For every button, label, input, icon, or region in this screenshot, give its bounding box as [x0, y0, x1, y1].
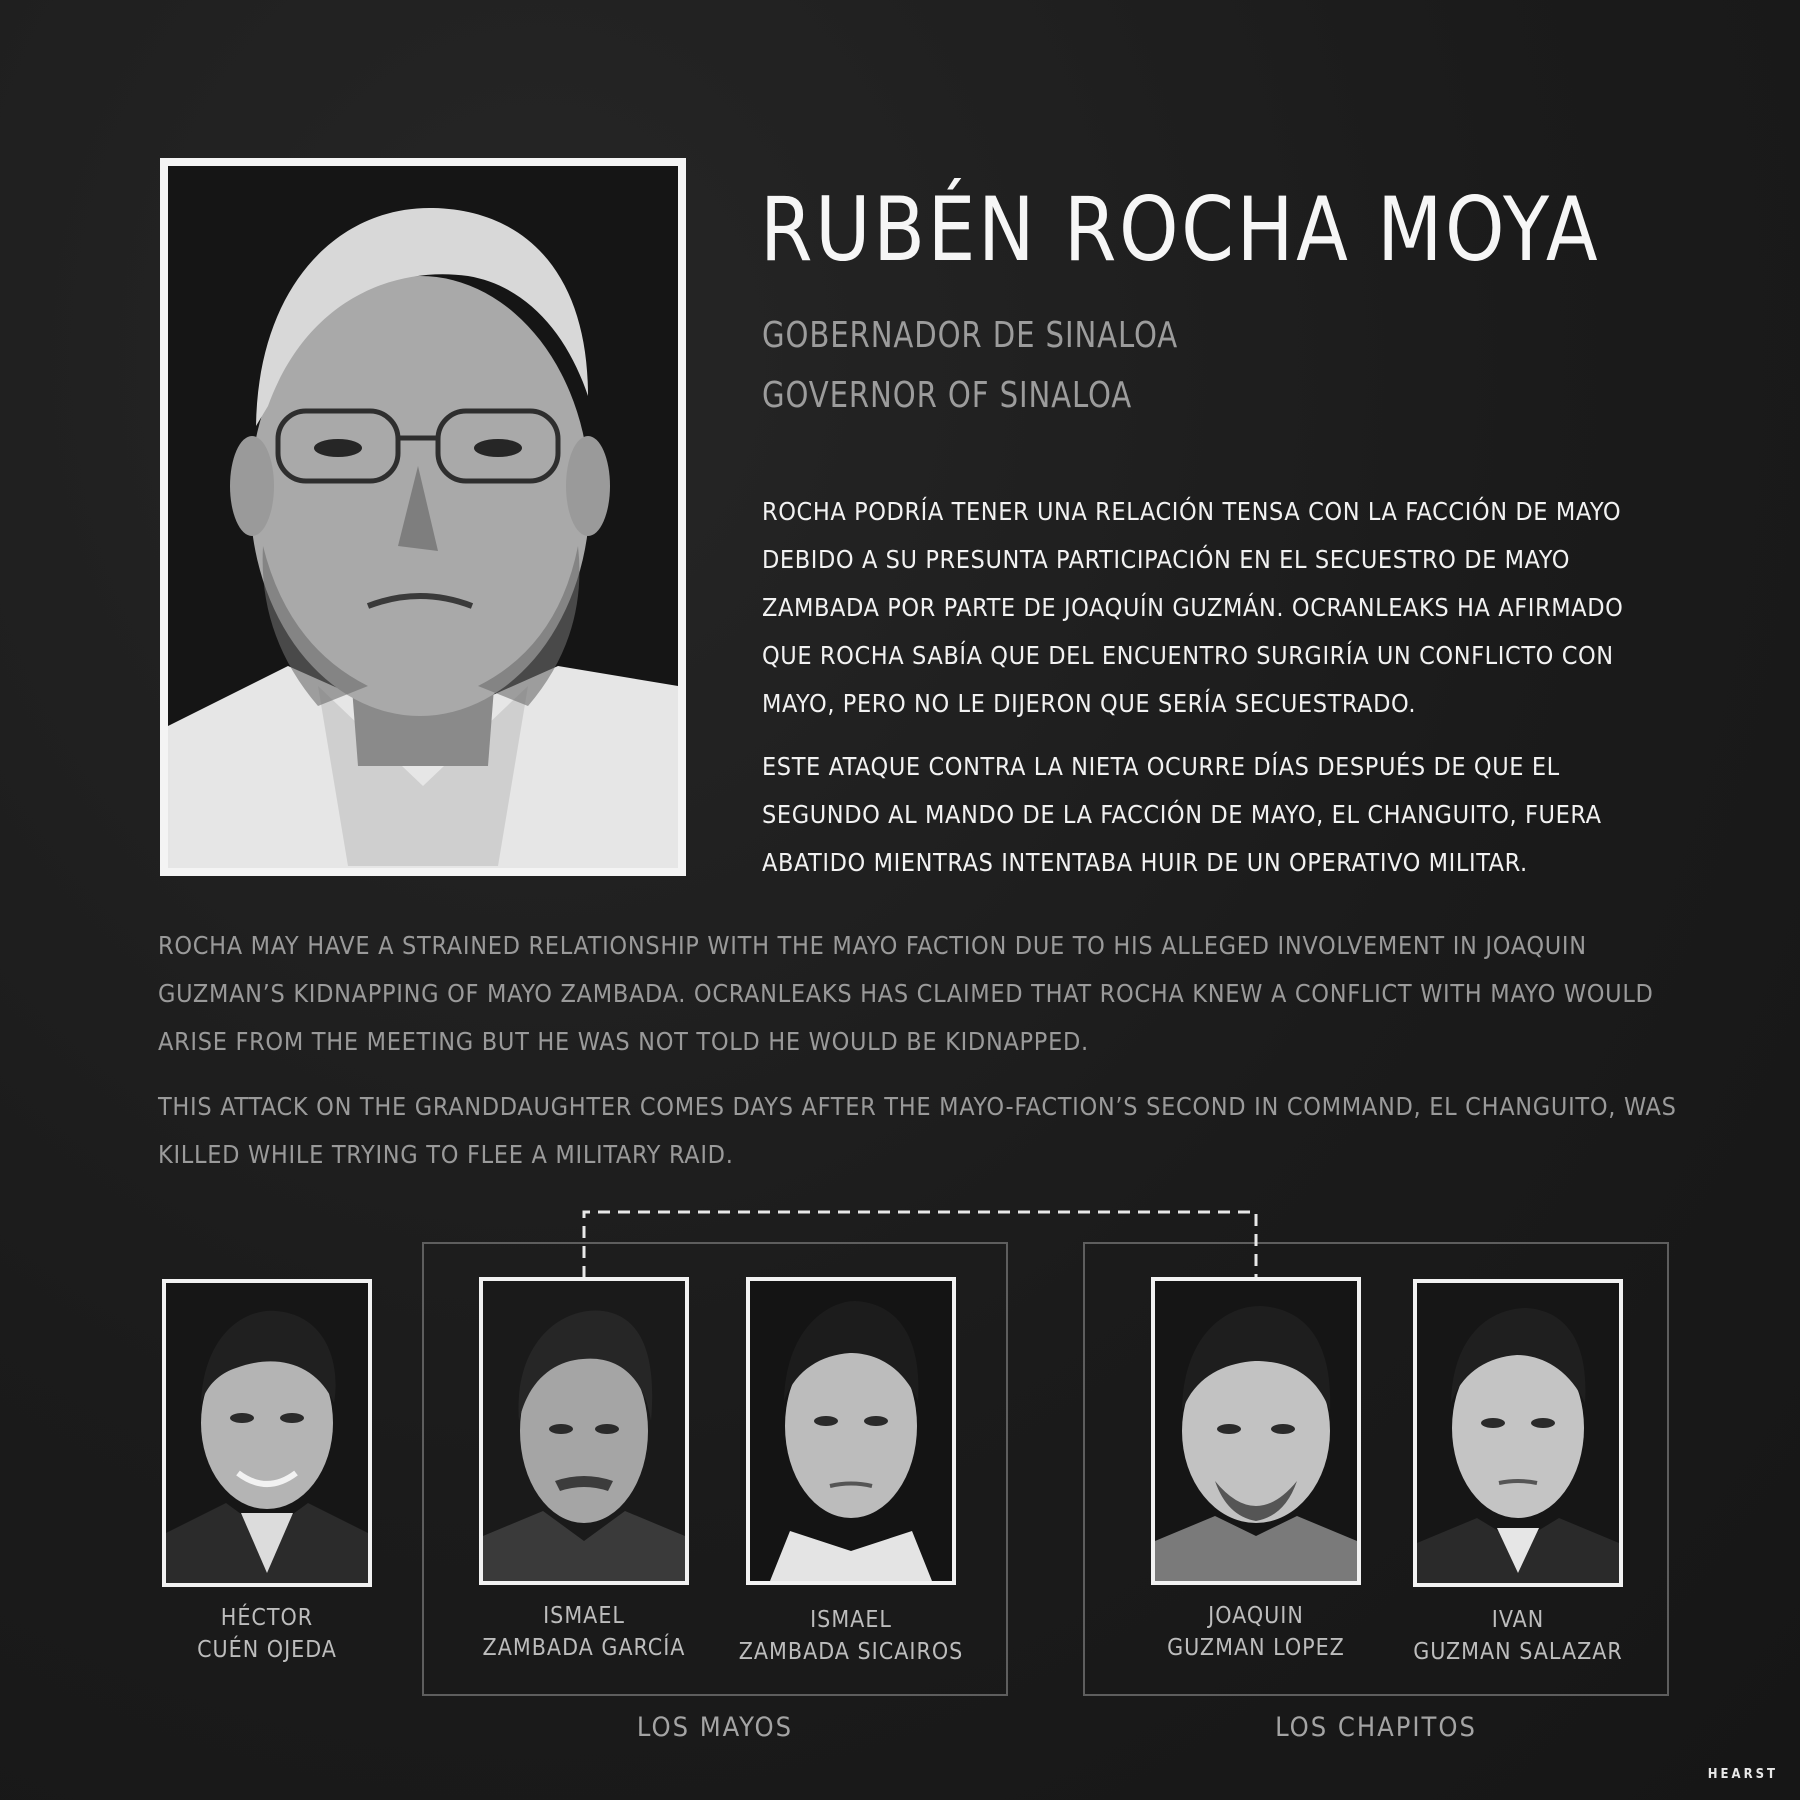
first-name: ISMAEL — [810, 1607, 892, 1633]
portrait-illustration — [1417, 1283, 1619, 1583]
person-name-hector-cuen-ojeda — [137, 1602, 397, 1666]
last-name: GUZMAN LOPEZ — [1167, 1635, 1345, 1661]
last-name: GUZMAN SALAZAR — [1413, 1639, 1623, 1665]
first-name: JOAQUIN — [1208, 1603, 1304, 1629]
portrait-ruben-rocha-moya — [160, 158, 686, 876]
person-name-ivan-guzman-salazar — [1388, 1604, 1648, 1668]
person-name-ismael-zambada-sicairos — [721, 1604, 981, 1668]
faction-label-los-chapitos: LOS CHAPITOS — [1275, 1712, 1477, 1743]
role-english: GOVERNOR OF SINALOA — [762, 375, 1133, 416]
photo-ismael-zambada-garcia — [479, 1277, 689, 1585]
person-name-joaquin-guzman-lopez — [1126, 1600, 1386, 1664]
english-paragraph-2: THIS ATTACK ON THE GRANDDAUGHTER COMES DAYS AFTER THE MAYO-FACTION’S SECOND IN COMMAND, EL CHANGUITO, WAS KILLED WHILE TRYING TO FLEE A MILITARY RAID. — [158, 1092, 1677, 1169]
portrait-illustration — [166, 1283, 368, 1583]
page-title: RUBÉN ROCHA MOYA — [760, 178, 1601, 281]
photo-ismael-zambada-sicairos — [746, 1277, 956, 1585]
portrait-illustration — [750, 1281, 952, 1581]
photo-joaquin-guzman-lopez — [1151, 1277, 1361, 1585]
english-description — [158, 922, 1678, 1196]
last-name: ZAMBADA SICAIROS — [738, 1639, 964, 1665]
photo-ivan-guzman-salazar — [1413, 1279, 1623, 1587]
spanish-paragraph-1: ROCHA PODRÍA TENER UNA RELACIÓN TENSA CON LA FACCIÓN DE MAYO DEBIDO A SU PRESUNTA PARTICIPACIÓN EN EL SECUESTRO DE MAYO ZAMBADA POR PARTE DE JOAQUÍN GUZMÁN. OCRANLEAKS HA AFIRMADO QUE ROCHA SABÍA QUE DEL ENCUENTRO SURGIRÍA UN CONFLICTO CON MAYO, PERO NO LE DIJERON QUE SERÍA SECUESTRADO. — [762, 497, 1624, 718]
first-name: IVAN — [1491, 1607, 1545, 1633]
photo-hector-cuen-ojeda — [162, 1279, 372, 1587]
portrait-illustration — [483, 1281, 685, 1581]
first-name: HÉCTOR — [220, 1605, 314, 1631]
brand-logo: HEARST — [1707, 1767, 1778, 1782]
portrait-illustration — [1155, 1281, 1357, 1581]
person-name-ismael-zambada-garcia — [454, 1600, 714, 1664]
last-name: ZAMBADA GARCÍA — [482, 1635, 686, 1661]
first-name: ISMAEL — [543, 1603, 625, 1629]
spanish-paragraph-2: ESTE ATAQUE CONTRA LA NIETA OCURRE DÍAS DESPUÉS DE QUE EL SEGUNDO AL MANDO DE LA FACCIÓN DE MAYO, EL CHANGUITO, FUERA ABATIDO MIENTRAS INTENTABA HUIR DE UN OPERATIVO MILITAR. — [762, 752, 1602, 877]
portrait-illustration — [168, 166, 678, 868]
spanish-description — [762, 488, 1662, 902]
faction-label-los-mayos: LOS MAYOS — [636, 1712, 794, 1743]
last-name: CUÉN OJEDA — [197, 1637, 337, 1663]
role-spanish: GOBERNADOR DE SINALOA — [762, 315, 1179, 356]
english-paragraph-1: ROCHA MAY HAVE A STRAINED RELATIONSHIP WITH THE MAYO FACTION DUE TO HIS ALLEGED INVOLVEMENT IN JOAQUIN GUZMAN’S KIDNAPPING OF MAYO ZAMBADA. OCRANLEAKS HAS CLAIMED THAT ROCHA KNEW A CONFLICT WITH MAYO WOULD ARISE FROM THE MEETING BUT HE WAS NOT TOLD HE WOULD BE KIDNAPPED. — [158, 931, 1654, 1056]
